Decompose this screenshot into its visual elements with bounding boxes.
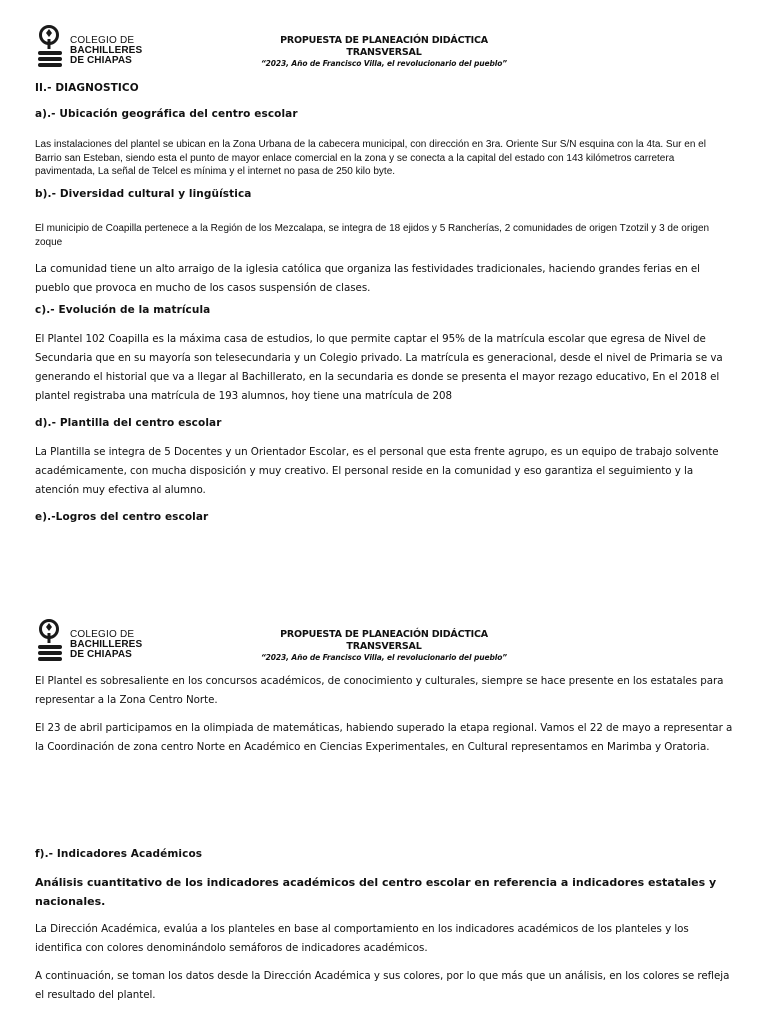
- heading-b: b).- Diversidad cultural y lingüística: [35, 188, 252, 200]
- header-motto: “2023, Año de Francisco Villa, el revolucionario del pueblo”: [260, 653, 508, 662]
- paragraph-b-2: La comunidad tiene un alto arraigo de la iglesia católica que organiza las festividades tradicionales, haciendo grandes ferias en el pueblo que provoca en mucho de los casos suspensión de clases.: [35, 263, 700, 294]
- paragraph-d: La Plantilla se integra de 5 Docentes y un Orientador Escolar, es el personal que esta frente agrupo, es un equipo de trabajo solvente académicamente, con mucha disposición y muy creativo. El personal reside en la comunidad y eso garantiza el seguimiento y la atención muy efectiva al alumno.: [35, 446, 719, 496]
- page-header: [200, 35, 568, 69]
- paragraph-f-1: La Dirección Académica, evalúa a los planteles en base al comportamiento en los indicadores académicos de los planteles y los identifica con colores denominándolo semáforos de indicadores académicos.: [35, 923, 689, 954]
- heading-f: f).- Indicadores Académicos: [35, 848, 203, 860]
- subheading-f: Análisis cuantitativo de los indicadores académicos del centro escolar en referencia a indicadores estatales y nacionales.: [35, 876, 717, 908]
- header-title-line-1: PROPUESTA DE PLANEACIÓN DIDÁCTICA: [280, 35, 488, 46]
- header-title-line-2: TRANSVERSAL: [346, 47, 422, 58]
- heading-e: e).-Logros del centro escolar: [35, 511, 209, 523]
- institution-logo: [36, 24, 156, 70]
- logo-line-2: BACHILLERES: [70, 639, 143, 650]
- header-title-line-1: PROPUESTA DE PLANEACIÓN DIDÁCTICA: [280, 629, 488, 640]
- paragraph-c: El Plantel 102 Coapilla es la máxima casa de estudios, lo que permite captar el 95% de la matrícula escolar que egresa de Nivel de Secundaria que en su mayoría son telesecundaria y un Colegio privado. La matrícula es generacional, desde el nivel de Primaria se va generando el historial que va a llegar al Bachillerato, en la secundaria es donde se presenta el mayor rezago educativo, En el 2018 el plantel registraba una matrícula de 193 alumnos, hoy tiene una matrícula de 208: [35, 333, 723, 402]
- section-title: II.- DIAGNOSTICO: [35, 82, 139, 94]
- heading-d: d).- Plantilla del centro escolar: [35, 417, 222, 429]
- logo-line-1: COLEGIO DE: [70, 35, 135, 46]
- paragraph-b-1: El municipio de Coapilla pertenece a la Región de los Mezcalapa, se integra de 18 ejidos y 5 Rancherías, 2 comunidades de origen Tzotzil y 3 de origen zoque: [35, 223, 710, 248]
- paragraph-a: Las instalaciones del plantel se ubican en la Zona Urbana de la cabecera municipal, con dirección en 3ra. Oriente Sur S/N esquina con la 4ta. Sur en el Barrio san Esteban, siendo esta el punto de mayor enlace comercial en la zona y se conecta a la capital del estado con 143 kilómetros carretera pavimentada, La señal de Telcel es mínima y el internet no pasa de 250 kilo byte.: [35, 139, 706, 177]
- paragraph-e-2: El 23 de abril participamos en la olimpiada de matemáticas, habiendo superado la etapa regional. Vamos el 22 de mayo a representar a la Coordinación de zona centro Norte en Académico en Ciencias Experimentales, en Cultural representamos en Marimba y Oratoria.: [35, 722, 733, 753]
- header-title-line-2: TRANSVERSAL: [346, 641, 422, 652]
- logo-line-1: COLEGIO DE: [70, 629, 135, 640]
- logo-line-3: DE CHIAPAS: [70, 649, 132, 660]
- heading-a: a).- Ubicación geográfica del centro escolar: [35, 108, 298, 120]
- paragraph-f-2: A continuación, se toman los datos desde la Dirección Académica y sus colores, por lo que más que un análisis, en los colores se refleja el resultado del plantel.: [35, 970, 730, 1001]
- institution-logo: [36, 618, 156, 664]
- logo-wordmark: [70, 630, 142, 660]
- heading-c: c).- Evolución de la matrícula: [35, 304, 211, 316]
- cobach-emblem-icon: [36, 618, 68, 664]
- header-motto: “2023, Año de Francisco Villa, el revolucionario del pueblo”: [260, 59, 508, 68]
- cobach-emblem-icon: [36, 24, 68, 70]
- logo-line-2: BACHILLERES: [70, 45, 143, 56]
- paragraph-e-1: El Plantel es sobresaliente en los concursos académicos, de conocimiento y culturales, siempre se hace presente en los estatales para representar a la Zona Centro Norte.: [35, 675, 724, 706]
- page-header: [200, 629, 568, 663]
- document-page-2: [0, 600, 768, 1024]
- logo-line-3: DE CHIAPAS: [70, 55, 132, 66]
- logo-wordmark: [70, 36, 142, 66]
